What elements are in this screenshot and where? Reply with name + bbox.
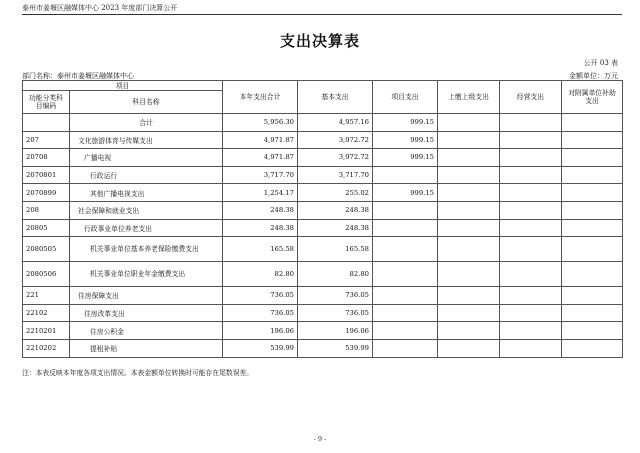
cell-business <box>500 304 562 322</box>
cell-code: 2210201 <box>23 322 70 340</box>
cell-upper <box>438 262 500 287</box>
table-row <box>23 201 623 219</box>
cell-business <box>500 339 562 357</box>
cell-subject-name: 广播电视 <box>70 149 223 167</box>
cell-project-expense <box>373 201 438 219</box>
cell-project-expense <box>373 219 438 237</box>
cell-total: 736.05 <box>223 304 298 322</box>
cell-total: 5,956.30 <box>223 114 298 132</box>
cell-basic: 196.06 <box>298 322 373 340</box>
cell-business <box>500 166 562 184</box>
cell-upper <box>438 237 500 262</box>
header-business: 经营支出 <box>500 81 562 114</box>
cell-subject-name: 合计 <box>70 114 223 132</box>
cell-code: 2080506 <box>23 262 70 287</box>
cell-total: 736.05 <box>223 287 298 305</box>
cell-code: 2070899 <box>23 184 70 202</box>
table-row <box>23 304 623 322</box>
cell-code: 2210202 <box>23 339 70 357</box>
cell-project-expense <box>373 287 438 305</box>
cell-basic: 82.80 <box>298 262 373 287</box>
cell-total: 1,254.17 <box>223 184 298 202</box>
cell-subject-name: 提租补贴 <box>70 339 223 357</box>
page-number: - 9 - <box>313 435 327 443</box>
cell-subject-name: 机关事业单位基本养老保险缴费支出 <box>70 237 223 262</box>
table-row <box>23 149 623 167</box>
cell-subsidy <box>562 287 623 305</box>
header-func-code: 功能分类科目编码 <box>23 91 70 114</box>
cell-subsidy <box>562 166 623 184</box>
table-row <box>23 219 623 237</box>
cell-project-expense <box>373 262 438 287</box>
cell-code: 22102 <box>23 304 70 322</box>
cell-total: 196.06 <box>223 322 298 340</box>
cell-upper <box>438 166 500 184</box>
table-row <box>23 166 623 184</box>
cell-basic: 3,972.72 <box>298 149 373 167</box>
cell-upper <box>438 184 500 202</box>
cell-basic: 736.05 <box>298 304 373 322</box>
header-title: 泰州市姜堰区融媒体中心 2023 年度部门决算公开 <box>22 4 178 12</box>
cell-subject-name: 住房公积金 <box>70 322 223 340</box>
cell-business <box>500 201 562 219</box>
header-total: 本年支出合计 <box>223 81 298 114</box>
header-upper: 上缴上级支出 <box>438 81 500 114</box>
form-code: 公开 03 表 <box>583 59 618 67</box>
cell-subsidy <box>562 237 623 262</box>
cell-total: 248.38 <box>223 219 298 237</box>
cell-upper <box>438 219 500 237</box>
cell-total: 4,971.87 <box>223 131 298 149</box>
cell-basic: 3,717.70 <box>298 166 373 184</box>
cell-code <box>23 114 70 132</box>
cell-project-expense <box>373 304 438 322</box>
cell-total: 82.80 <box>223 262 298 287</box>
cell-basic: 248.38 <box>298 219 373 237</box>
cell-project-expense <box>373 322 438 340</box>
cell-code: 2080505 <box>23 237 70 262</box>
cell-basic: 165.58 <box>298 237 373 262</box>
cell-business <box>500 131 562 149</box>
table-row <box>23 339 623 357</box>
cell-upper <box>438 131 500 149</box>
cell-upper <box>438 149 500 167</box>
table-row <box>23 287 623 305</box>
cell-business <box>500 322 562 340</box>
header-project-expense: 项目支出 <box>373 81 438 114</box>
header-project: 项目 <box>23 81 223 91</box>
cell-subsidy <box>562 201 623 219</box>
cell-total: 539.99 <box>223 339 298 357</box>
cell-business <box>500 184 562 202</box>
cell-project-expense: 999.15 <box>373 149 438 167</box>
cell-project-expense <box>373 339 438 357</box>
cell-business <box>500 114 562 132</box>
cell-upper <box>438 304 500 322</box>
cell-basic: 255.02 <box>298 184 373 202</box>
header-subsidy: 对附属单位补助支出 <box>562 81 623 114</box>
cell-upper <box>438 114 500 132</box>
cell-business <box>500 262 562 287</box>
cell-total: 4,971.87 <box>223 149 298 167</box>
cell-upper <box>438 201 500 219</box>
cell-basic: 248.38 <box>298 201 373 219</box>
cell-total: 3,717.70 <box>223 166 298 184</box>
cell-code: 20805 <box>23 219 70 237</box>
header-subject-name: 科目名称 <box>70 91 223 114</box>
cell-subsidy <box>562 262 623 287</box>
cell-code: 221 <box>23 287 70 305</box>
header-basic: 基本支出 <box>298 81 373 114</box>
cell-subsidy <box>562 219 623 237</box>
cell-project-expense: 999.15 <box>373 114 438 132</box>
header-divider <box>22 14 622 15</box>
cell-subject-name: 机关事业单位职业年金缴费支出 <box>70 262 223 287</box>
cell-code: 20708 <box>23 149 70 167</box>
table-row <box>23 237 623 262</box>
cell-subsidy <box>562 339 623 357</box>
cell-basic: 539.99 <box>298 339 373 357</box>
cell-subject-name: 住房改革支出 <box>70 304 223 322</box>
cell-subject-name: 行政运行 <box>70 166 223 184</box>
table-row <box>23 184 623 202</box>
table-row <box>23 262 623 287</box>
amount-unit: 金额单位：万元 <box>569 72 618 80</box>
cell-project-expense <box>373 166 438 184</box>
cell-subject-name: 社会保障和就业支出 <box>70 201 223 219</box>
cell-business <box>500 287 562 305</box>
cell-business <box>500 149 562 167</box>
cell-upper <box>438 287 500 305</box>
document-title: 支出决算表 <box>279 32 360 50</box>
expenditure-table <box>22 80 623 358</box>
cell-business <box>500 219 562 237</box>
cell-subject-name: 其他广播电视支出 <box>70 184 223 202</box>
cell-total: 248.38 <box>223 201 298 219</box>
cell-upper <box>438 339 500 357</box>
table-note: 注：本表反映本年度各项支出情况。本表金额单位转换时可能存在尾数误差。 <box>22 369 254 377</box>
cell-subsidy <box>562 304 623 322</box>
cell-code: 2070801 <box>23 166 70 184</box>
cell-basic: 4,957.16 <box>298 114 373 132</box>
cell-upper <box>438 322 500 340</box>
table-row <box>23 131 623 149</box>
cell-code: 207 <box>23 131 70 149</box>
table-row <box>23 322 623 340</box>
cell-project-expense <box>373 237 438 262</box>
cell-code: 208 <box>23 201 70 219</box>
cell-subject-name: 行政事业单位养老支出 <box>70 219 223 237</box>
cell-basic: 3,972.72 <box>298 131 373 149</box>
cell-subject-name: 文化旅游体育与传媒支出 <box>70 131 223 149</box>
cell-subsidy <box>562 131 623 149</box>
cell-subsidy <box>562 114 623 132</box>
cell-project-expense: 999.15 <box>373 131 438 149</box>
cell-subsidy <box>562 184 623 202</box>
cell-subsidy <box>562 149 623 167</box>
cell-subsidy <box>562 322 623 340</box>
department-name: 部门名称：泰州市姜堰区融媒体中心 <box>22 72 134 80</box>
cell-project-expense: 999.15 <box>373 184 438 202</box>
cell-basic: 736.05 <box>298 287 373 305</box>
cell-subject-name: 住房保障支出 <box>70 287 223 305</box>
cell-total: 165.58 <box>223 237 298 262</box>
cell-business <box>500 237 562 262</box>
table-row <box>23 114 623 132</box>
